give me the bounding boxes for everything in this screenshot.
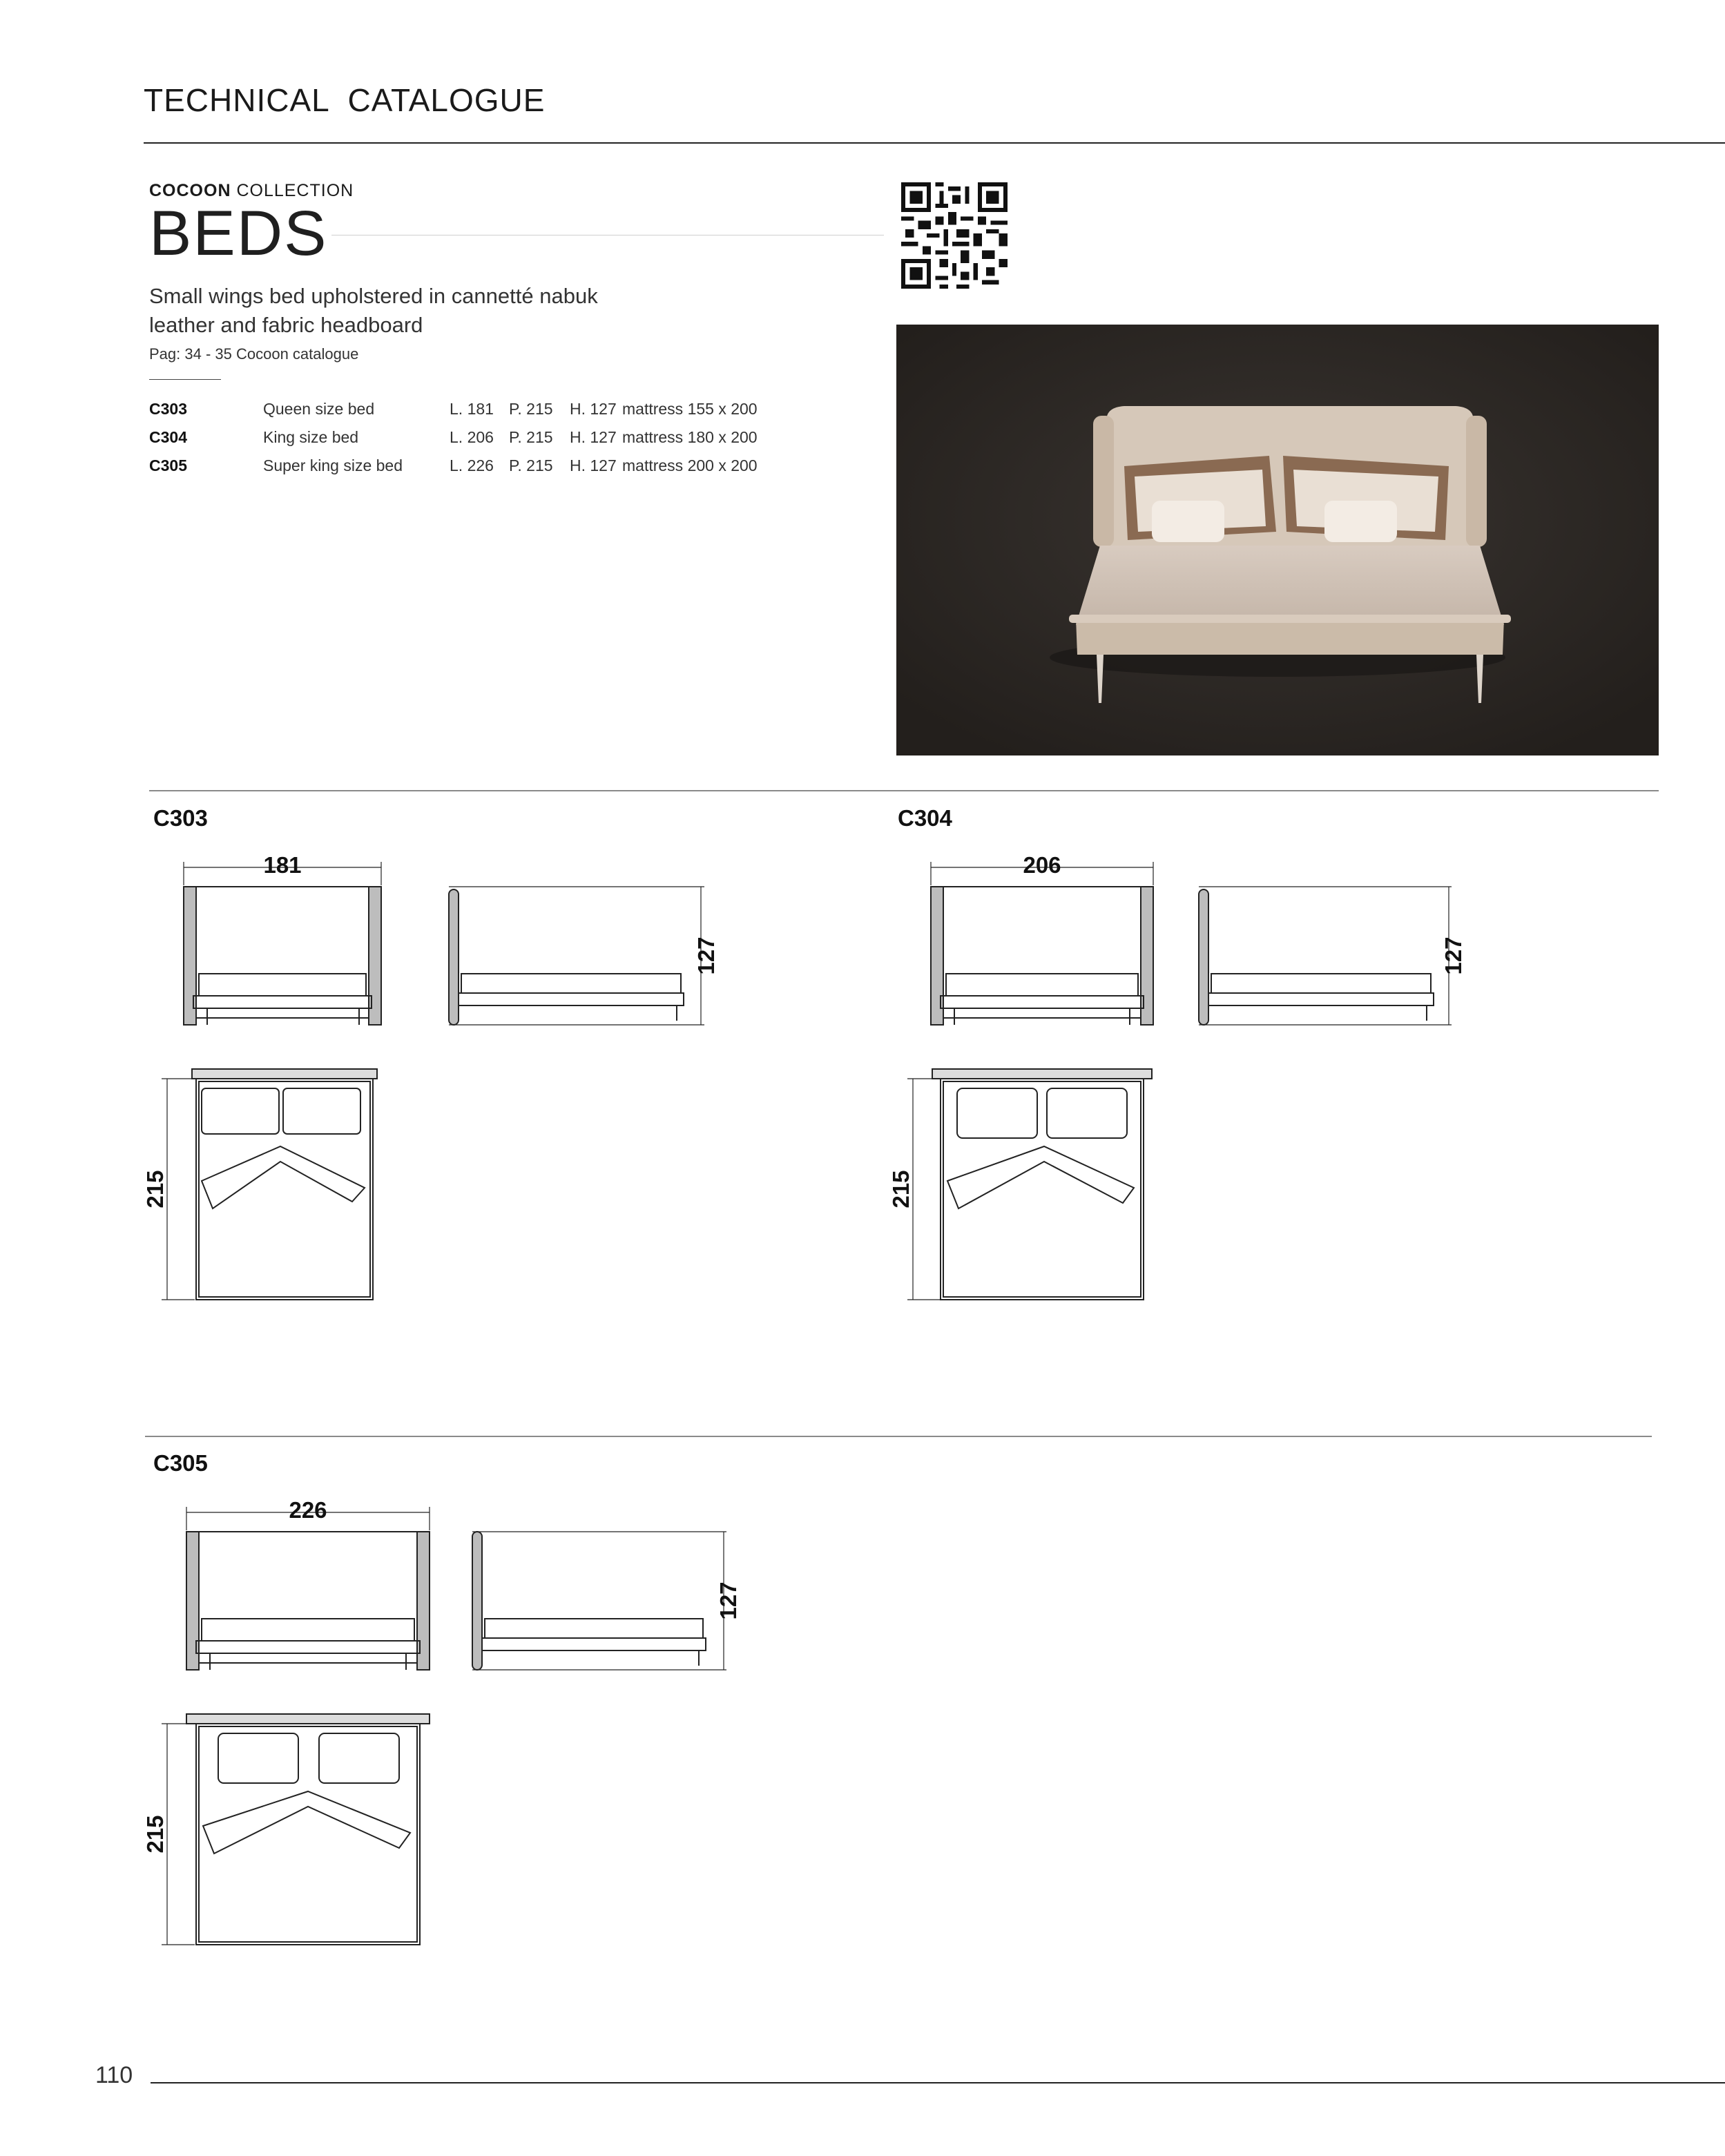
model-code: C303 [149,400,187,418]
section-divider [149,790,1659,791]
model-code: C305 [149,456,187,474]
model-length: L. 226 [450,456,494,474]
model-name: Super king size bed [263,456,403,474]
c304-height-dimension: 127 [1440,936,1466,975]
header-divider [144,142,1725,144]
table-row [149,452,758,480]
drawing-label-c305: C305 [153,1450,208,1476]
model-name: Queen size bed [263,400,375,418]
pages-underline [149,379,221,380]
c304-technical-drawing [888,843,1512,1312]
model-length: L. 181 [450,400,494,418]
bed-product-photo [896,325,1659,755]
qr-code[interactable] [901,182,1008,289]
model-mattress: mattress 200 x 200 [622,456,758,474]
footer-divider [151,2082,1725,2083]
collection-name: COCOON [149,181,231,200]
model-height: H. 127 [570,428,617,446]
c303-height-dimension: 127 [693,936,719,975]
model-length: L. 206 [450,428,494,446]
model-code: C304 [149,428,187,446]
c305-width-dimension: 226 [289,1497,327,1523]
model-depth: P. 215 [509,428,553,446]
catalogue-pages: Pag: 34 - 35 Cocoon catalogue [149,345,359,363]
c305-height-dimension: 127 [715,1581,741,1620]
page-number: 110 [95,2062,133,2088]
collection-suffix: COLLECTION [231,181,354,200]
table-row [149,423,758,452]
drawing-label-c304: C304 [898,805,952,831]
model-mattress: mattress 155 x 200 [622,400,758,418]
c304-width-dimension: 206 [1023,852,1061,878]
c305-depth-dimension: 215 [142,1815,168,1854]
section-divider [145,1436,1652,1437]
c303-technical-drawing [142,843,739,1312]
model-depth: P. 215 [509,400,553,418]
catalogue-header-title: TECHNICAL CATALOGUE [144,82,546,118]
c303-depth-dimension: 215 [142,1170,168,1209]
model-height: H. 127 [570,456,617,474]
models-table [149,395,758,480]
table-row [149,395,758,423]
model-depth: P. 215 [509,456,553,474]
model-height: H. 127 [570,400,617,418]
c304-depth-dimension: 215 [888,1170,914,1209]
c305-technical-drawing [142,1488,767,1957]
drawing-label-c303: C303 [153,805,208,831]
model-name: King size bed [263,428,359,446]
section-title: BEDS [149,198,328,269]
description-line-1: Small wings bed upholstered in cannetté nabuk [149,284,598,308]
description-line-2: leather and fabric headboard [149,313,423,337]
c303-width-dimension: 181 [263,852,302,878]
product-description [149,282,646,340]
model-mattress: mattress 180 x 200 [622,428,758,446]
